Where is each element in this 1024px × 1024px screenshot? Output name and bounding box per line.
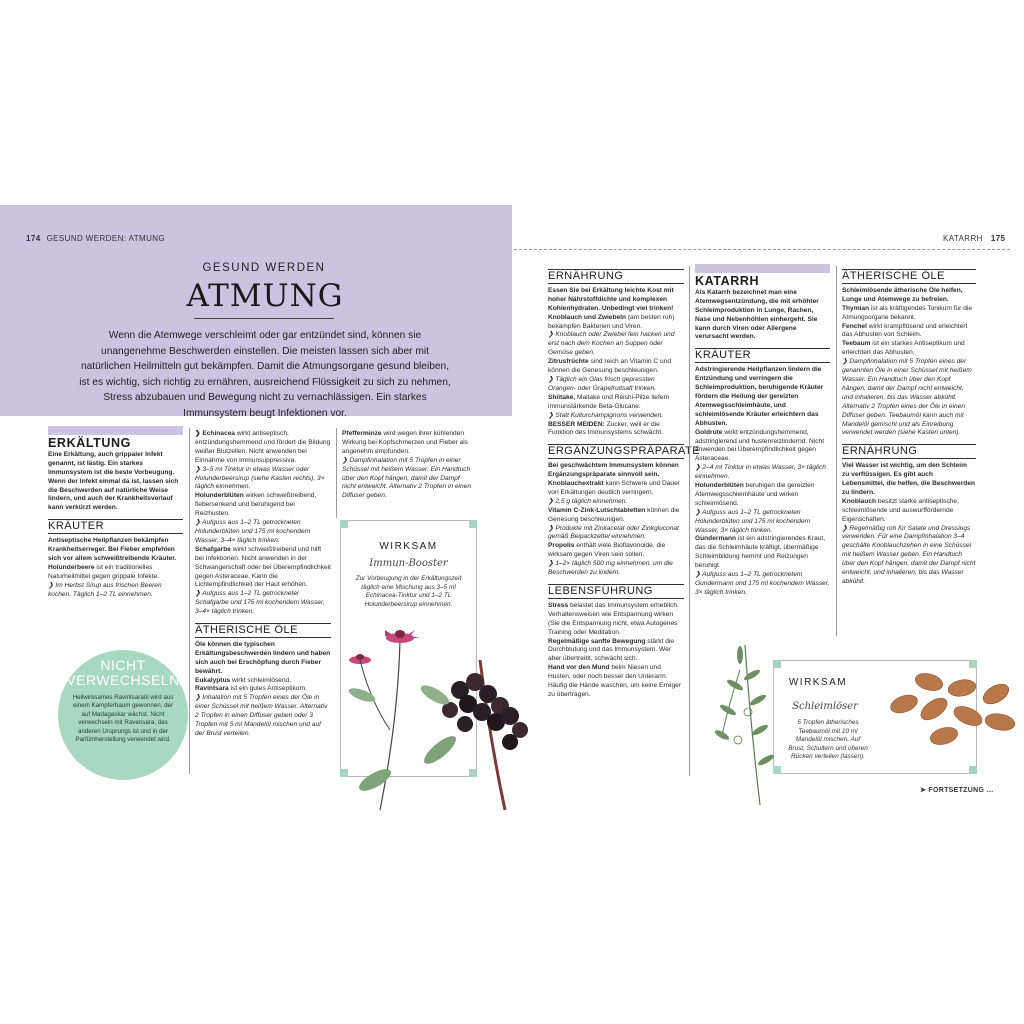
box-subtitle: Schleimlöser: [792, 701, 858, 712]
paragraph: Viel Wasser ist wichtig, um den Schleim zu verflüssigen. Es gibt auch Lebensmittel, die helfen, die Beschwerden zu lindern.: [842, 462, 976, 496]
running-head-left: 174 GESUND WERDEN: ATMUNG: [26, 234, 166, 243]
paragraph: Propolis enthält viele Bioflavonoide, die wirksam gegen Viren sein sollen.: [548, 542, 666, 559]
section-bar: [48, 426, 183, 435]
continue-marker: ➤ FORTSETZUNG …: [920, 787, 994, 794]
subheading: KRÄUTER: [48, 519, 183, 534]
instruction: ❯ Statt Kulturchampignons verwenden.: [548, 411, 664, 419]
paragraph: Schafgarbe wirkt schweißtreibend und hilft bei Infektionen. Nicht anwenden in der Schwangerschaft oder bei Überempfindlichkeit gegen Asteraceae. Kann die Lichtempfindlichkeit der Haut erhöhen.: [195, 545, 331, 589]
section-bar: [695, 264, 830, 273]
box-title: WIRKSAM: [788, 677, 848, 688]
paragraph: Schleimlösende ätherische Öle helfen, Lunge und Atemwege zu befreien.: [842, 286, 963, 303]
header-rule-right: [514, 249, 1010, 250]
hero-kicker: GESUND WERDEN: [202, 262, 326, 274]
info-circle: [58, 650, 188, 780]
instruction: ❯ Inhalation mit 5 Tropfen eines der Öle in einer Schüssel mit heißem Wasser. Alternativ 2 Tropfen in einen Diffuser geben oder 3 Tropfen mit 5 ml Mandelöl mischen und auf der Brust verteilen.: [195, 694, 328, 737]
column-2: [195, 430, 331, 739]
running-head-right: KATARRH 175: [943, 234, 1006, 243]
instruction: ❯ Aufguss aus 1–2 TL getrockneten Holunderblüten und 175 ml kochendem Wasser, 3× täglich trinken.: [695, 508, 811, 534]
box-title: WIRKSAM: [379, 541, 438, 552]
paragraph: Pfefferminze wird wegen ihrer kühlenden Wirkung bei Kopfschmerzen und Fieber als angenehm empfunden.: [342, 430, 469, 455]
subheading: ERGÄNZUNGSPRÄPARATE: [548, 445, 701, 458]
instruction: ❯ Produkte mit Zinkacetat oder Zinkgluconat gemäß Beipackzettel einnehmen.: [548, 524, 679, 541]
paragraph: Hand vor den Mund beim Niesen und Husten, oder noch besser den Unterarm. Häufig die Hände waschen, um keine Erreger zu übertragen.: [548, 664, 682, 698]
paragraph: Adstringierende Heilpflanzen lindern die Entzündung und verringern die Schleimproduktion, beruhigende Kräuter fördern die Heilung der gereizten Atemwegsschleimhäute, und schleimlösende Kräuter erleichtern das Abhusten.: [695, 366, 824, 427]
paragraph: ❯ Echinacea wirkt antiseptisch, entzündungshemmend und fördert die Bildung weißer Blutzellen. Nicht anwenden bei Einnahme von Immunsuppressiva.: [195, 430, 331, 464]
instruction: ❯ Dampfinhalation mit 5 Tropfen in einer Schüssel mit heißem Wasser. Ein Handtuch über den Kopf hängen, damit der Dampf nicht entweicht. Alternativ 2 Tropfen in einen Diffuser geben.: [342, 456, 472, 500]
box-corner: [469, 520, 477, 528]
paragraph: Gundermann ist ein adstringierendes Kraut, das die Schleimhäute kräftigt, übermäßige Schleimbildung hemmt und Reizungen beruhigt.: [695, 535, 826, 570]
column-divider: [836, 266, 837, 636]
instruction: ❯ Regelmäßig roh für Salate und Dressings verwenden. Für eine Dampfinhalation 3–4 geschälte Knoblauchzehen in eine Schüssel mit heißem Wasser geben. Ein Handtuch über den Kopf hängen, damit der Dampf nicht entweicht, und inhalieren, bis das Wasser abkühlt.: [842, 524, 976, 585]
subheading: ÄTHERISCHE ÖLE: [842, 269, 976, 284]
paragraph: Regelmäßige sanfte Bewegung stärkt die Durchblutung und das Immunsystem. Wer aber übertreibt, schwächt sich.: [548, 637, 675, 663]
paragraph: Holunderblüten wirken schweißtreibend, fiebersenkend und beruhigend bei Reizhusten.: [195, 492, 317, 518]
paragraph: Essen Sie bei Erkältung leichte Kost mit hoher Nährstoffdichte und komplexen Kohlenhydraten. Unbedingt viel trinken!: [548, 286, 674, 312]
paragraph: BESSER MEIDEN: Zucker, weil er die Funktion des Immunsystems schwächt.: [548, 420, 664, 437]
page-title: ATMUNG: [186, 278, 344, 314]
paragraph: Eukalyptus wirkt schleimlösend.: [195, 676, 292, 684]
almonds-illustration: [884, 664, 1024, 754]
section-heading: ERKÄLTUNG: [48, 436, 131, 450]
column-erkaeltung: [48, 426, 183, 600]
paragraph: Zitrusfrüchte sind reich an Vitamin C und können die Genesung beschleunigen.: [548, 358, 672, 375]
almond-icon: [928, 725, 959, 748]
almond-icon: [917, 694, 951, 724]
paragraph: Knoblauch und Zwiebeln (am besten roh) bekämpfen Bakterien und Viren.: [548, 313, 675, 330]
column-divider: [689, 266, 690, 776]
intro-text: Wenn die Atemwege verschleimt oder gar entzündet sind, können sie unangenehme Beschwerden einstellen. Die meisten lassen sich aber mit natürlichen Heilmitteln gut bekämpfen. Damit die Atmungsorgane gesund bleiben, ist es wichtig, sich richtig zu ernähren, ausreichend Flüssigkeit zu sich zu nehmen, Stress abzubauen und Bewegung nicht zu vernachlässigen. Ein starkes Immunsystem beugt Infektionen vor.: [79, 330, 451, 419]
paragraph: Stress belastet das Immunsystem erheblich. Verhaltensweisen wie Entspannung wirken (Sie die Entspannung nicht, etwa Autogenes Training oder Meditation.: [548, 601, 679, 636]
paragraph: Holunderblüten beruhigen die gereizten Atemwegsschleimhäute und wirken schleimlösend.: [695, 482, 815, 507]
subheading: ERNÄHRUNG: [548, 269, 684, 284]
almond-icon: [951, 702, 985, 729]
subheading: ERNÄHRUNG: [842, 444, 976, 459]
paragraph: Antiseptische Heilpflanzen bekämpfen Krankheitserreger. Bei Fieber empfehlen sich vor allem schweißtreibende Kräuter.: [48, 537, 177, 562]
column-divider: [189, 428, 190, 774]
lead-text: Eine Erkältung, auch grippaler Infekt genannt, ist lästig. Ein starkes Immunsystem ist die beste Vorbeugung. Wenn der Infekt einmal da ist, lassen sich die Beschwerden auf natürliche Weise lindern, und auch der Krankheitsverlauf kann verkürzt werden.: [48, 450, 179, 512]
instruction: ❯ Aufguss aus 1–2 TL getrockneten Holunderblüten und 175 ml kochendem Wasser, 3–4× täglich trinken.: [195, 519, 311, 544]
instruction: ❯ 3–5 ml Tinktur in etwas Wasser oder Holunderbeersirup (siehe Kasten rechts), 3× täglich einnehmen.: [195, 465, 325, 491]
box-text: Zur Vorbeugung in der Erkältungszeit täglich eine Mischung aus 3–5 ml Echinacea-Tinktur und 1–2 TL Holunderbeersirup einnehmen.: [355, 575, 462, 608]
column-divider: [336, 428, 337, 518]
instruction: ❯ 2,5 g täglich einnehmen.: [548, 497, 628, 505]
almond-icon: [984, 712, 1016, 733]
subheading: ÄTHERISCHE ÖLE: [195, 623, 331, 638]
echinacea-flower-icon: [347, 630, 420, 810]
almond-icon: [888, 692, 920, 717]
instruction: ❯ Dampfinhalation mit 5 Tropfen eines der genannten Öle in einer Schüssel mit heißem Wasser. Ein Handtuch über den Kopf hängen, damit der Dampf nicht entweicht, und inhalieren, bis das Wasser abkühlt. Alternativ 2 Tropfen eines der Öle in einen Diffuser geben. Teebaumöl kann auch mit Mandelöl gemischt und als Einreibung verwendet werden (siehe Kasten unten).: [842, 358, 972, 437]
almond-icon: [947, 678, 977, 699]
paragraph: Knoblauchextrakt kann Schwere und Dauer von Erkältungen deutlich verringern.: [548, 480, 680, 496]
box-text: 5 Tropfen ätherisches Teebaumöl mit 10 ml Mandelöl mischen. Auf Brust, Schultern und oberen Rücken verteilen (lassen).: [788, 719, 868, 761]
paragraph: Bei geschwächtem Immunsystem können Ergänzungspräparate sinnvoll sein.: [548, 462, 679, 479]
circle-text: Heilwirksames Ravintsaraöl wird aus einem Kampferbaum gewonnen, der auf Madagaskar wächst. Nicht verwechseln mit Ravensara, das anderen Ursprungs ist und in der Parfümherstellung verwendet wird.: [72, 694, 174, 744]
section-heading: KATARRH: [695, 274, 760, 288]
circle-title: NICHT VERWECHSELN: [66, 657, 180, 688]
title-underline: [194, 318, 334, 319]
almond-icon: [913, 671, 944, 694]
box-corner: [969, 766, 977, 774]
instruction: ❯ Aufguss aus 1–2 TL getrocknetem Gundermann und 175 ml kochendem Wasser, 3× täglich trinken.: [695, 571, 830, 596]
paragraph: Teebaum ist ein starkes Antiseptikum und erleichtert das Abhusten.: [842, 340, 965, 357]
paragraph: Vitamin C-Zink-Lutschtabletten können die Genesung beschleunigen.: [548, 506, 680, 523]
thyme-sprig-illustration: [700, 640, 790, 810]
column-katarrh: [695, 264, 830, 598]
column-4: [548, 266, 701, 700]
paragraph: Shiitake, Maitake und Reishi-Pilze liefern immunstärkende Beta-Glucane.: [548, 393, 670, 410]
column-6: [842, 266, 976, 587]
almond-icon: [980, 680, 1012, 708]
paragraph: Ravintsara ist ein gutes Antiseptikum.: [195, 685, 307, 693]
column-3: [342, 430, 472, 501]
instruction: ❯ 2–4 ml Tinktur in etwas Wasser, 3× täglich einnehmen.: [695, 464, 826, 481]
paragraph: Goldrute wirkt entzündungshemmend, adstringierend und hustenreizlindernd. Nicht anwenden bei Überempfindlichkeit gegen Asteraceae.: [695, 428, 825, 463]
instruction: ❯ Aufguss aus 1–2 TL getrockneter Schafgarbe und 175 ml kochendem Wasser, 3–4× täglich trinken.: [195, 590, 325, 616]
elderberry-illustration: [340, 620, 540, 820]
subheading: LEBENSFÜHRUNG: [548, 584, 684, 599]
subheading: KRÄUTER: [695, 348, 830, 363]
instruction: ❯ Im Herbst Sirup aus frischen Beeren kochen. Täglich 1–2 TL einnehmen.: [48, 581, 162, 598]
paragraph: Öle können die typischen Erkältungsbeschwerden lindern und haben sich auch bei Erschöpfung durch Fieber bewährt.: [195, 640, 331, 675]
instruction: ❯ 1–2× täglich 500 mg einnehmen, um die Beschwerden zu lindern.: [548, 560, 673, 577]
box-subtitle: Immun-Booster: [369, 558, 448, 569]
paragraph: Thymian ist als kräftigendes Tonikum für die Atmungsorgane bekannt.: [842, 304, 972, 321]
paragraph: Fenchel wirkt krampflösend und erleichtert das Abhusten von Schleim.: [842, 322, 968, 339]
paragraph: Holunderbeere ist ein traditionelles Naturheilmittel gegen grippale Infekte.: [48, 563, 160, 580]
paragraph: Knoblauch besitzt starke antiseptische, schleimlösende und auswurffördernde Eigenschaften.: [842, 497, 959, 523]
box-corner: [340, 520, 348, 528]
instruction: ❯ Knoblauch oder Zwiebel fein hacken und erst nach dem Kochen an Suppen oder Gemüse geben.: [548, 331, 675, 357]
elderberry-cluster-icon: [418, 660, 528, 810]
lead-text: Als Katarrh bezeichnet man eine Atemwegsentzündung, die mit erhöhter Schleimproduktion in Lunge, Rachen, Nase und Nebenhöhlen einhergeht. Sie kann durch Viren oder Allergene verursacht werden.: [695, 288, 819, 341]
instruction: ❯ Täglich ein Glas frisch gepressten Orangen- oder Grapefruitsaft trinken.: [548, 375, 657, 392]
